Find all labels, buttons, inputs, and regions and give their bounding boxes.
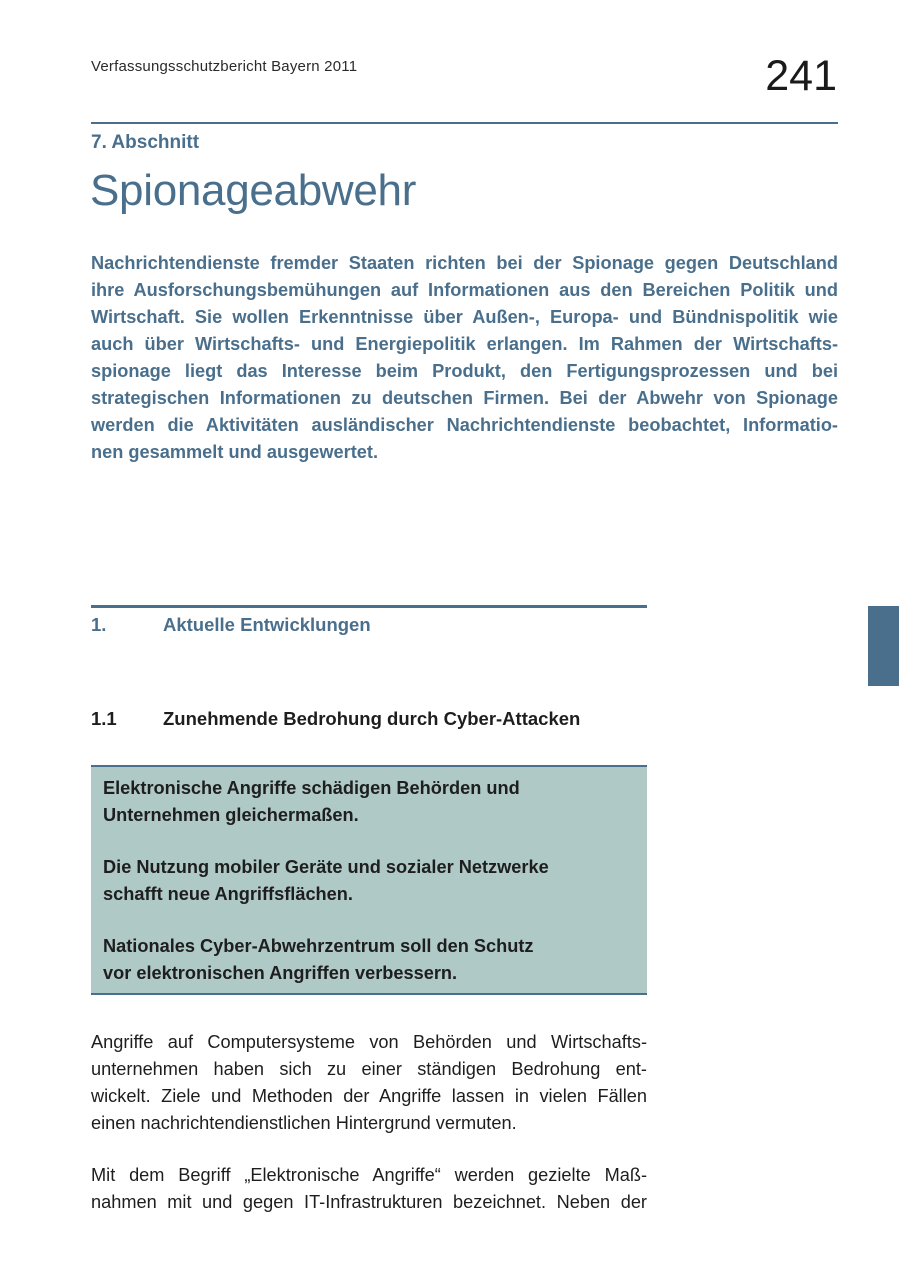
summary-point: Nationales Cyber-Abwehrzentrum soll den Schutz vor elektronischen Angriffen verbessern. xyxy=(103,936,534,983)
header-divider xyxy=(91,122,838,124)
intro-line: Wirtschaft. Sie wollen Erkenntnisse über Außen-, Europa- und Bündnispolitik wie xyxy=(91,307,838,327)
heading1 xyxy=(91,614,371,636)
heading1-number: 1. xyxy=(91,614,107,635)
body-paragraph xyxy=(91,1029,647,1137)
intro-line: strategischen Informationen zu deutschen Firmen. Bei der Abwehr von Spionage xyxy=(91,388,838,408)
summary-point: Die Nutzung mobiler Geräte und sozialer Netzwerke schafft neue Angriffsflächen. xyxy=(103,857,549,904)
heading2-number: 1.1 xyxy=(91,708,117,729)
body-line: einen nachrichtendienstlichen Hintergrund vermuten. xyxy=(91,1113,517,1133)
summary-box xyxy=(91,765,647,995)
chapter-thumb-tab xyxy=(868,606,899,686)
heading2 xyxy=(91,708,580,730)
intro-line: Nachrichtendienste fremder Staaten richten bei der Spionage gegen Deutschland xyxy=(91,253,838,273)
heading2-text: Zunehmende Bedrohung durch Cyber-Attacken xyxy=(163,708,581,729)
section-label: 7. Abschnitt xyxy=(91,132,200,153)
heading1-text: Aktuelle Entwicklungen xyxy=(163,614,371,635)
intro-line: auch über Wirtschafts- und Energiepolitik erlangen. Im Rahmen der Wirtschafts- xyxy=(91,334,838,354)
summary-point: Elektronische Angriffe schädigen Behörden und Unternehmen gleichermaßen. xyxy=(103,778,520,825)
section-intro xyxy=(91,250,838,466)
page-number: 241 xyxy=(765,52,837,100)
body-paragraph xyxy=(91,1162,647,1216)
heading1-divider xyxy=(91,605,647,608)
body-line: unternehmen haben sich zu einer ständigen Bedrohung ent- xyxy=(91,1059,647,1079)
intro-line: nen gesammelt und ausgewertet. xyxy=(91,442,379,462)
running-header: Verfassungsschutzbericht Bayern 2011 xyxy=(91,58,358,75)
body-line: Mit dem Begriff „Elektronische Angriffe“ werden gezielte Maß- xyxy=(91,1165,647,1185)
body-line: wickelt. Ziele und Methoden der Angriffe lassen in vielen Fällen xyxy=(91,1086,647,1106)
intro-line: werden die Aktivitäten ausländischer Nachrichtendienste beobachtet, Informatio- xyxy=(91,415,838,435)
body-line: nahmen mit und gegen IT-Infrastrukturen bezeichnet. Neben der xyxy=(91,1192,647,1212)
intro-line: ihre Ausforschungsbemühungen auf Informationen aus den Bereichen Politik und xyxy=(91,280,838,300)
body-line: Angriffe auf Computersysteme von Behörden und Wirtschafts- xyxy=(91,1032,647,1052)
intro-line: spionage liegt das Interesse beim Produkt, den Fertigungsprozessen und bei xyxy=(91,361,838,381)
section-title: Spionageabwehr xyxy=(90,166,417,215)
